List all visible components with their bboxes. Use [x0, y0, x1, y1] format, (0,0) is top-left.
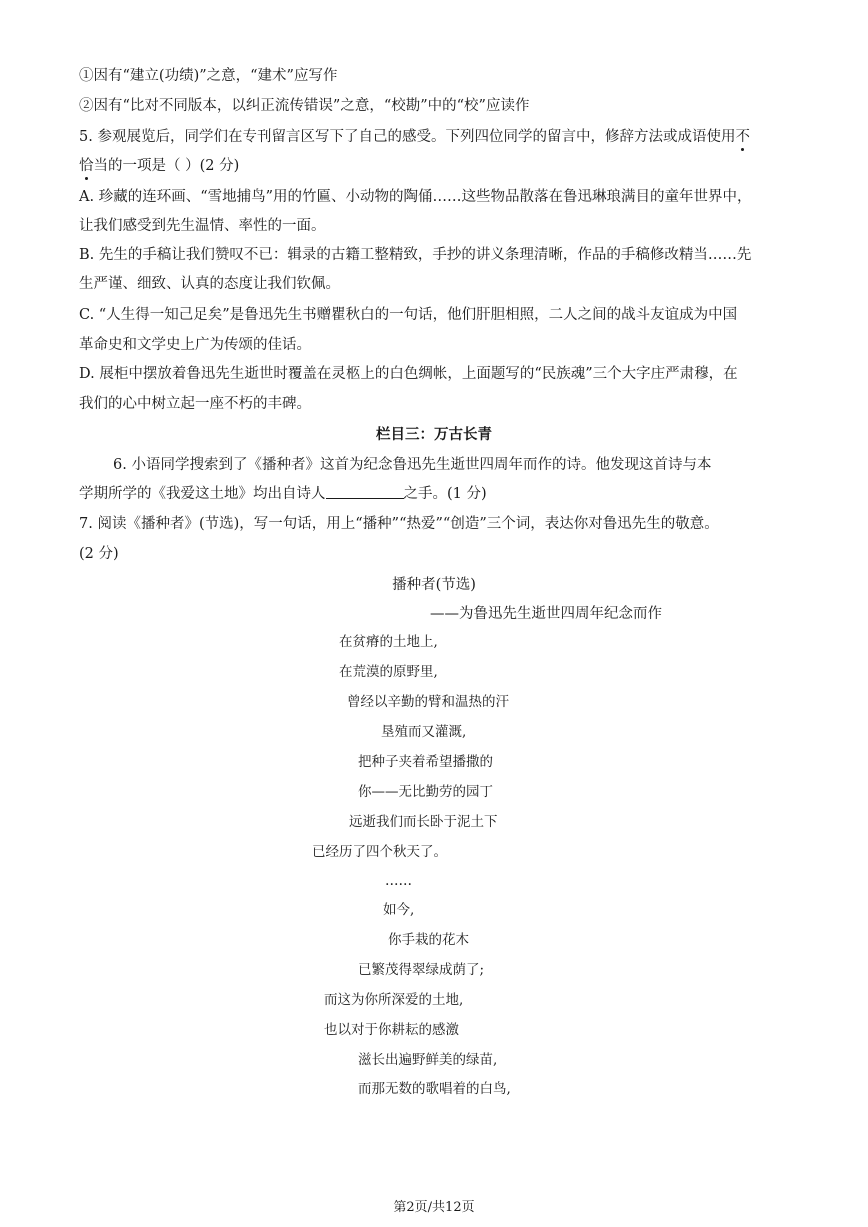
poem-subtitle: ——为鲁迅先生逝世四周年纪念而作	[430, 606, 662, 622]
poem-line: 你手栽的花木	[388, 932, 469, 948]
poem-line: 也以对于你耕耘的感激	[324, 1022, 459, 1038]
page-number-footer: 第2页/共12页	[393, 1200, 475, 1215]
poem-line: 而那无数的歌唱着的白鸟,	[358, 1081, 511, 1097]
option-b-line-2: 生严谨、细致、认真的态度让我们钦佩。	[79, 276, 340, 292]
option-a-line-2: 让我们感受到先生温情、率性的一面。	[79, 218, 326, 234]
poem-line: 滋长出遍野鲜美的绿苗,	[358, 1052, 498, 1068]
poem-line: 把种子夹着希望播撒的	[358, 754, 493, 770]
question-7-line-1: 7. 阅读《播种者》(节选)，写一句话，用上“播种”“热爱”“创造”三个词，表达你对鲁迅先生的敬意。	[79, 516, 719, 532]
option-d-line-1: D. 展柜中摆放着鲁迅先生逝世时覆盖在灵柩上的白色绸帐，上面题写的“民族魂”三个大字庄严肃穆，在	[79, 366, 738, 382]
question-6-text-b: 之手。(1 分)	[403, 486, 487, 502]
answer-blank[interactable]	[326, 484, 404, 499]
poem-line: 曾经以辛勤的臂和温热的汗	[347, 694, 509, 710]
poem-ellipsis: ……	[385, 873, 412, 889]
poem-line: 如今,	[383, 902, 415, 918]
poem-line: 已繁茂得翠绿成荫了;	[358, 962, 485, 978]
option-c-line-1: C. “人生得一知己足矣”是鲁迅先生书赠瞿秋白的一句话，他们肝胆相照，二人之间的战斗友谊成为中国	[79, 307, 738, 323]
emphasis-char-qia: 恰	[79, 158, 94, 174]
question-5-text-a: 5. 参观展览后，同学们在专刊留言区写下了自己的感受。下列四位同学的留言中，修辞方法或成语使用	[79, 129, 736, 145]
option-c-line-2: 革命史和文学史上广为传颂的佳话。	[79, 337, 311, 353]
poem-line: 在贫瘠的土地上,	[339, 634, 438, 650]
poem-title: 播种者(节选)	[392, 577, 476, 593]
question-5	[79, 127, 788, 147]
poem-line: 垦殖而又灌溉,	[381, 724, 467, 740]
text-line-1: ①因有“建立(功绩)”之意，“建术”应写作	[79, 68, 338, 84]
poem-line: 在荒漠的原野里,	[339, 664, 438, 680]
poem-line: 远逝我们而长卧于泥土下	[349, 814, 498, 830]
option-b-line-1: B. 先生的手稿让我们赞叹不已：辑录的古籍工整精致，手抄的讲义条理清晰，作品的手稿修改精当……先	[79, 247, 752, 263]
option-d-line-2: 我们的心中树立起一座不朽的丰碑。	[79, 396, 311, 412]
question-6-line-1: 6. 小语同学搜索到了《播种者》这首为纪念鲁迅先生逝世四周年而作的诗。他发现这首诗与本	[113, 457, 712, 473]
question-5-cont	[79, 156, 788, 176]
question-6-text-a: 学期所学的《我爱这土地》均出自诗人	[79, 486, 326, 502]
poem-line: 已经历了四个秋天了。	[312, 844, 447, 860]
question-5-text-b: 当的一项是（ ）(2 分)	[93, 158, 240, 174]
question-6-line-2	[79, 484, 788, 504]
poem-line: 而这为你所深爱的土地,	[324, 992, 464, 1008]
poem-line: 你——无比勤劳的园丁	[358, 784, 493, 800]
question-7-line-2: (2 分)	[79, 546, 119, 562]
text-line-2: ②因有“比对不同版本，以纠正流传错误”之意，“校勘”中的“校”应读作	[79, 98, 530, 114]
section-title-3: 栏目三：万古长青	[376, 427, 492, 443]
option-a-line-1: A. 珍藏的连环画、“雪地捕鸟”用的竹匾、小动物的陶俑……这些物品散落在鲁迅琳琅满目的童年世界中，	[79, 189, 752, 205]
emphasis-char-bu: 不	[735, 129, 750, 145]
